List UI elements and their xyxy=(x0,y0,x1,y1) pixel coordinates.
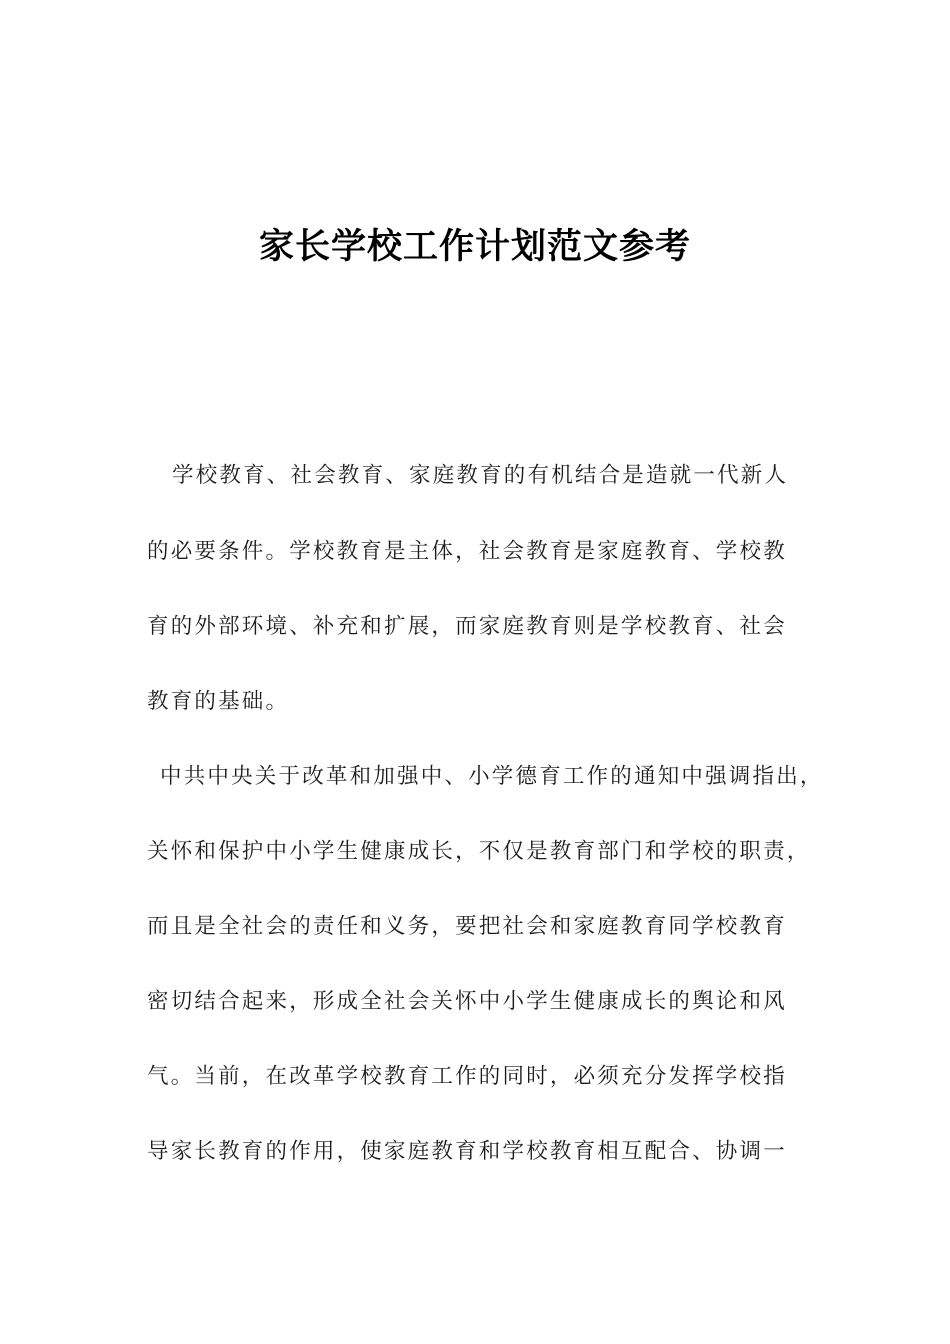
paragraph-1-line-4: 教育的基础。 xyxy=(147,689,290,714)
paragraph-2-line-2: 关怀和保护中小学生健康成长，不仅是教育部门和学校的职责， xyxy=(147,839,811,864)
paragraph-2-line-5: 气。当前，在改革学校教育工作的同时，必须充分发挥学校指 xyxy=(147,1064,787,1089)
paragraph-2-line-3: 而且是全社会的责任和义务，要把社会和家庭教育同学校教育 xyxy=(147,914,787,939)
paragraph-1-line-3: 育的外部环境、补充和扩展，而家庭教育则是学校教育、社会 xyxy=(147,614,787,639)
paragraph-1-line-1: 学校教育、社会教育、家庭教育的有机结合是造就一代新人 xyxy=(172,463,789,488)
paragraph-1-line-2: 的必要条件。学校教育是主体，社会教育是家庭教育、学校教 xyxy=(147,539,787,564)
document-title: 家长学校工作计划范文参考 xyxy=(258,227,691,267)
paragraph-2-line-1: 中共中央关于改革和加强中、小学德育工作的通知中强调指出， xyxy=(160,764,824,789)
paragraph-2-line-4: 密切结合起来，形成全社会关怀中小学生健康成长的舆论和风 xyxy=(147,989,787,1014)
paragraph-2-line-6: 导家长教育的作用，使家庭教育和学校教育相互配合、协调一 xyxy=(147,1139,787,1164)
